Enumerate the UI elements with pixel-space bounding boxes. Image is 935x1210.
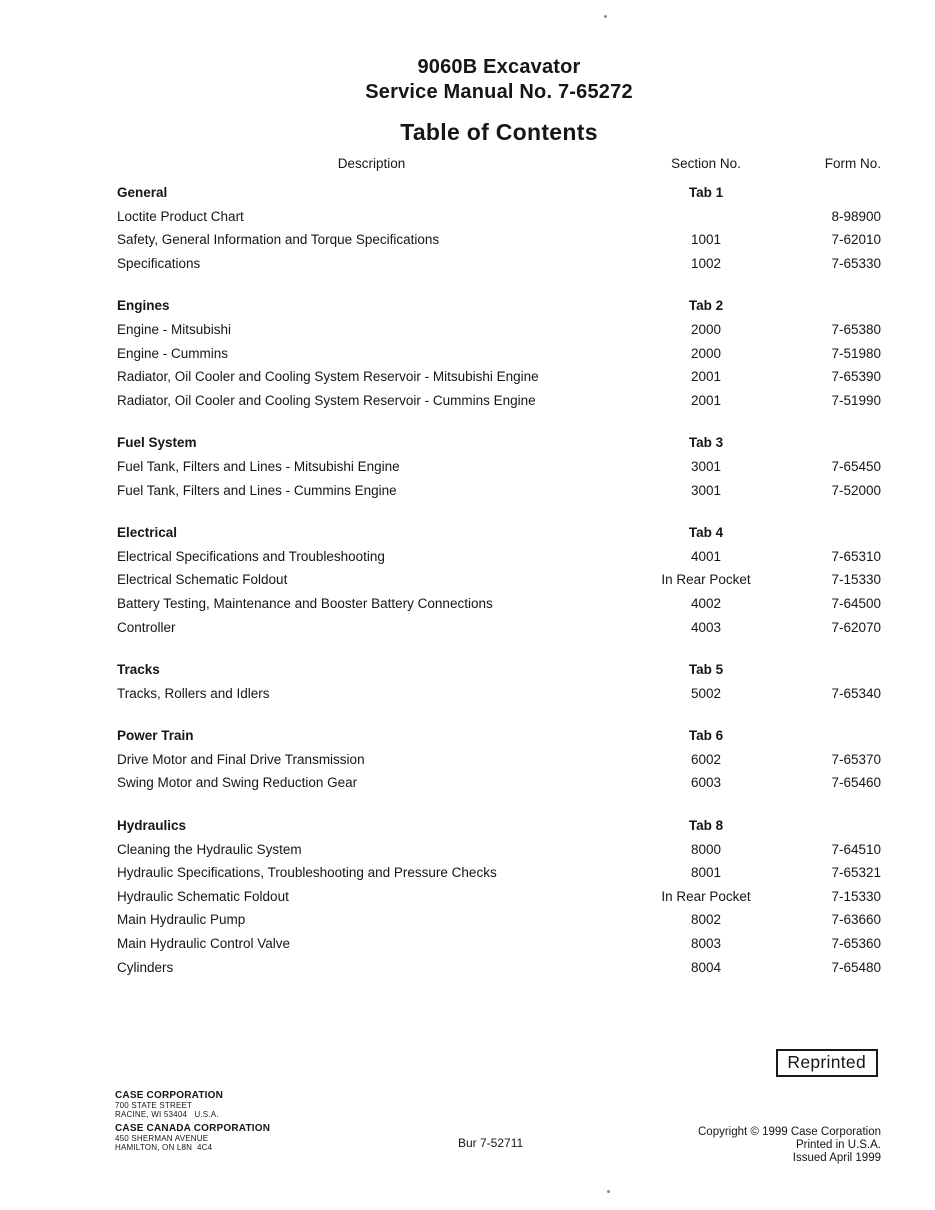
section-heading-form-spacer	[786, 181, 881, 205]
section-rows	[117, 682, 881, 706]
row-description: Engine - Mitsubishi	[117, 321, 232, 337]
section-heading-row	[117, 431, 881, 455]
table-row	[117, 365, 881, 389]
publisher-us	[115, 1090, 270, 1119]
publisher-us-street: 700 STATE STREET	[115, 1101, 193, 1110]
row-section-no: 2000	[690, 345, 722, 361]
row-description: Main Hydraulic Control Valve	[117, 936, 291, 952]
row-form-no: 7-64510	[831, 841, 881, 857]
publisher-us-city: RACINE, WI 53404 U.S.A.	[115, 1110, 219, 1119]
section-name: Electrical	[117, 525, 178, 541]
row-section-no: 6003	[690, 775, 722, 791]
section-heading-row	[117, 724, 881, 748]
section-heading-row	[117, 294, 881, 318]
row-description: Battery Testing, Maintenance and Booster Battery Connections	[117, 595, 493, 611]
section-name: General	[117, 185, 168, 200]
publisher-address-block	[115, 1090, 270, 1156]
section-heading-form-spacer	[786, 294, 881, 318]
toc-section	[117, 181, 881, 275]
table-row	[117, 592, 881, 616]
table-row	[117, 389, 881, 413]
row-section-no: 4002	[690, 595, 722, 611]
table-row	[117, 455, 881, 479]
section-heading-form-spacer	[786, 724, 881, 748]
section-rows	[117, 838, 881, 980]
reprinted-stamp: Reprinted	[776, 1049, 878, 1077]
section-name: Power Train	[117, 728, 194, 744]
row-form-no: 7-63660	[831, 912, 881, 928]
table-row	[117, 956, 881, 980]
table-row	[117, 861, 881, 885]
section-rows	[117, 545, 881, 639]
row-description: Swing Motor and Swing Reduction Gear	[117, 775, 358, 791]
toc-heading: Table of Contents	[400, 119, 598, 145]
table-row	[117, 908, 881, 932]
row-section-no: 1001	[690, 232, 722, 248]
row-form-no: 7-65310	[831, 548, 881, 564]
row-section-no: 2001	[690, 369, 722, 385]
column-header-form-no: Form No.	[824, 156, 881, 171]
table-row	[117, 568, 881, 592]
section-name: Engines	[117, 298, 170, 314]
table-row	[117, 885, 881, 909]
row-form-no: 7-64500	[831, 595, 881, 611]
table-row	[117, 616, 881, 640]
column-header-description: Description	[337, 156, 406, 171]
section-rows	[117, 318, 881, 412]
section-name: Hydraulics	[117, 818, 187, 834]
row-form-no: 7-52000	[831, 482, 881, 498]
row-description: Electrical Schematic Foldout	[117, 572, 288, 588]
section-tab: Tab 6	[688, 728, 724, 744]
copyright-block	[698, 1126, 881, 1165]
section-tab: Tab 4	[688, 525, 724, 541]
section-heading-row	[117, 814, 881, 838]
table-of-contents	[117, 155, 881, 979]
row-form-no: 7-65321	[831, 865, 881, 881]
row-form-no: 7-65450	[831, 458, 881, 474]
toc-sections	[117, 181, 881, 979]
publisher-us-name: CASE CORPORATION	[115, 1090, 224, 1101]
row-form-no: 7-15330	[831, 572, 881, 588]
column-header-section-no: Section No.	[671, 156, 741, 171]
table-row	[117, 228, 881, 252]
row-section-no: 8001	[690, 865, 722, 881]
row-description: Specifications	[117, 255, 201, 271]
row-section-no: In Rear Pocket	[661, 888, 751, 904]
row-form-no: 7-65480	[831, 959, 881, 975]
table-row	[117, 932, 881, 956]
table-row	[117, 838, 881, 862]
table-row	[117, 252, 881, 276]
section-heading-form-spacer	[786, 521, 881, 545]
copyright-line: Copyright © 1999 Case Corporation	[698, 1126, 881, 1138]
row-description: Hydraulic Specifications, Troubleshooting and Pressure Checks	[117, 865, 497, 881]
row-description: Engine - Cummins	[117, 345, 229, 361]
section-heading-row	[117, 658, 881, 682]
row-description: Cleaning the Hydraulic System	[117, 841, 302, 857]
row-description: Drive Motor and Final Drive Transmission	[117, 751, 365, 767]
row-form-no: 7-51990	[831, 392, 881, 408]
row-form-no: 7-15330	[831, 888, 881, 904]
row-description: Main Hydraulic Pump	[117, 912, 246, 928]
row-section-no: 8004	[690, 959, 722, 975]
row-description: Cylinders	[117, 959, 174, 975]
section-name: Fuel System	[117, 435, 197, 451]
row-description: Radiator, Oil Cooler and Cooling System Reservoir - Mitsubishi Engine	[117, 369, 539, 385]
row-section-no: 8002	[690, 912, 722, 928]
publisher-canada-name: CASE CANADA CORPORATION	[115, 1123, 271, 1134]
printed-in-line: Printed in U.S.A.	[795, 1139, 881, 1151]
section-tab: Tab 1	[688, 185, 724, 200]
row-section-no: In Rear Pocket	[661, 572, 751, 588]
toc-section	[117, 431, 881, 502]
row-description: Fuel Tank, Filters and Lines - Mitsubishi Engine	[117, 458, 400, 474]
table-row	[117, 682, 881, 706]
column-header-row	[117, 155, 881, 172]
row-section-no: 2001	[690, 392, 722, 408]
publisher-canada	[115, 1123, 270, 1152]
row-description: Safety, General Information and Torque Specifications	[117, 232, 440, 248]
page-subtitle: Service Manual No. 7-65272	[365, 81, 633, 103]
row-form-no: 7-65330	[831, 255, 881, 271]
section-heading-form-spacer	[786, 658, 881, 682]
publisher-canada-city: HAMILTON, ON L8N 4C4	[115, 1143, 213, 1152]
section-tab: Tab 5	[688, 662, 724, 678]
page-title: 9060B Excavator	[417, 56, 581, 78]
section-heading-row	[117, 521, 881, 545]
section-rows	[117, 748, 881, 795]
row-section-no: 3001	[690, 482, 722, 498]
row-section-no: 8003	[690, 936, 722, 952]
row-form-no: 8-98900	[831, 208, 881, 224]
publisher-canada-street: 450 SHERMAN AVENUE	[115, 1134, 209, 1143]
row-section-no: 4003	[690, 619, 722, 635]
registration-mark-top	[604, 15, 607, 18]
section-rows	[117, 205, 881, 276]
row-description: Loctite Product Chart	[117, 208, 244, 224]
row-form-no: 7-65380	[831, 321, 881, 337]
row-section-no: 3001	[690, 458, 722, 474]
row-form-no: 7-65360	[831, 936, 881, 952]
toc-section	[117, 724, 881, 795]
row-description: Hydraulic Schematic Foldout	[117, 888, 289, 904]
row-section-no	[626, 205, 786, 229]
row-section-no: 6002	[690, 751, 722, 767]
table-row	[117, 205, 881, 229]
table-row	[117, 342, 881, 366]
issued-date-line: Issued April 1999	[792, 1152, 881, 1164]
section-rows	[117, 455, 881, 502]
toc-section	[117, 658, 881, 705]
row-description: Radiator, Oil Cooler and Cooling System Reservoir - Cummins Engine	[117, 392, 536, 408]
row-form-no: 7-65340	[831, 685, 881, 701]
table-row	[117, 545, 881, 569]
row-form-no: 7-65370	[831, 751, 881, 767]
toc-section	[117, 521, 881, 639]
section-heading-row	[117, 181, 881, 205]
row-description: Controller	[117, 619, 176, 635]
section-name: Tracks	[117, 662, 160, 678]
section-heading-form-spacer	[786, 814, 881, 838]
row-section-no: 4001	[690, 548, 722, 564]
section-tab: Tab 2	[688, 298, 724, 314]
section-heading-form-spacer	[786, 431, 881, 455]
section-tab: Tab 8	[688, 818, 724, 834]
section-tab: Tab 3	[688, 435, 724, 451]
row-description: Fuel Tank, Filters and Lines - Cummins Engine	[117, 482, 397, 498]
row-form-no: 7-62070	[831, 619, 881, 635]
table-row	[117, 318, 881, 342]
row-description: Electrical Specifications and Troubleshooting	[117, 548, 385, 564]
row-section-no: 1002	[690, 255, 722, 271]
table-row	[117, 479, 881, 503]
row-form-no: 7-51980	[831, 345, 881, 361]
bur-number: Bur 7-52711	[458, 1136, 524, 1150]
table-row	[117, 748, 881, 772]
row-section-no: 2000	[690, 321, 722, 337]
document-header	[117, 55, 881, 146]
row-form-no: 7-65460	[831, 775, 881, 791]
row-section-no: 8000	[690, 841, 722, 857]
row-form-no: 7-62010	[831, 232, 881, 248]
row-form-no: 7-65390	[831, 369, 881, 385]
table-row	[117, 771, 881, 795]
registration-mark-bottom	[607, 1190, 610, 1193]
toc-section	[117, 294, 881, 412]
row-description: Tracks, Rollers and Idlers	[117, 685, 270, 701]
toc-section	[117, 814, 881, 979]
row-section-no: 5002	[690, 685, 722, 701]
